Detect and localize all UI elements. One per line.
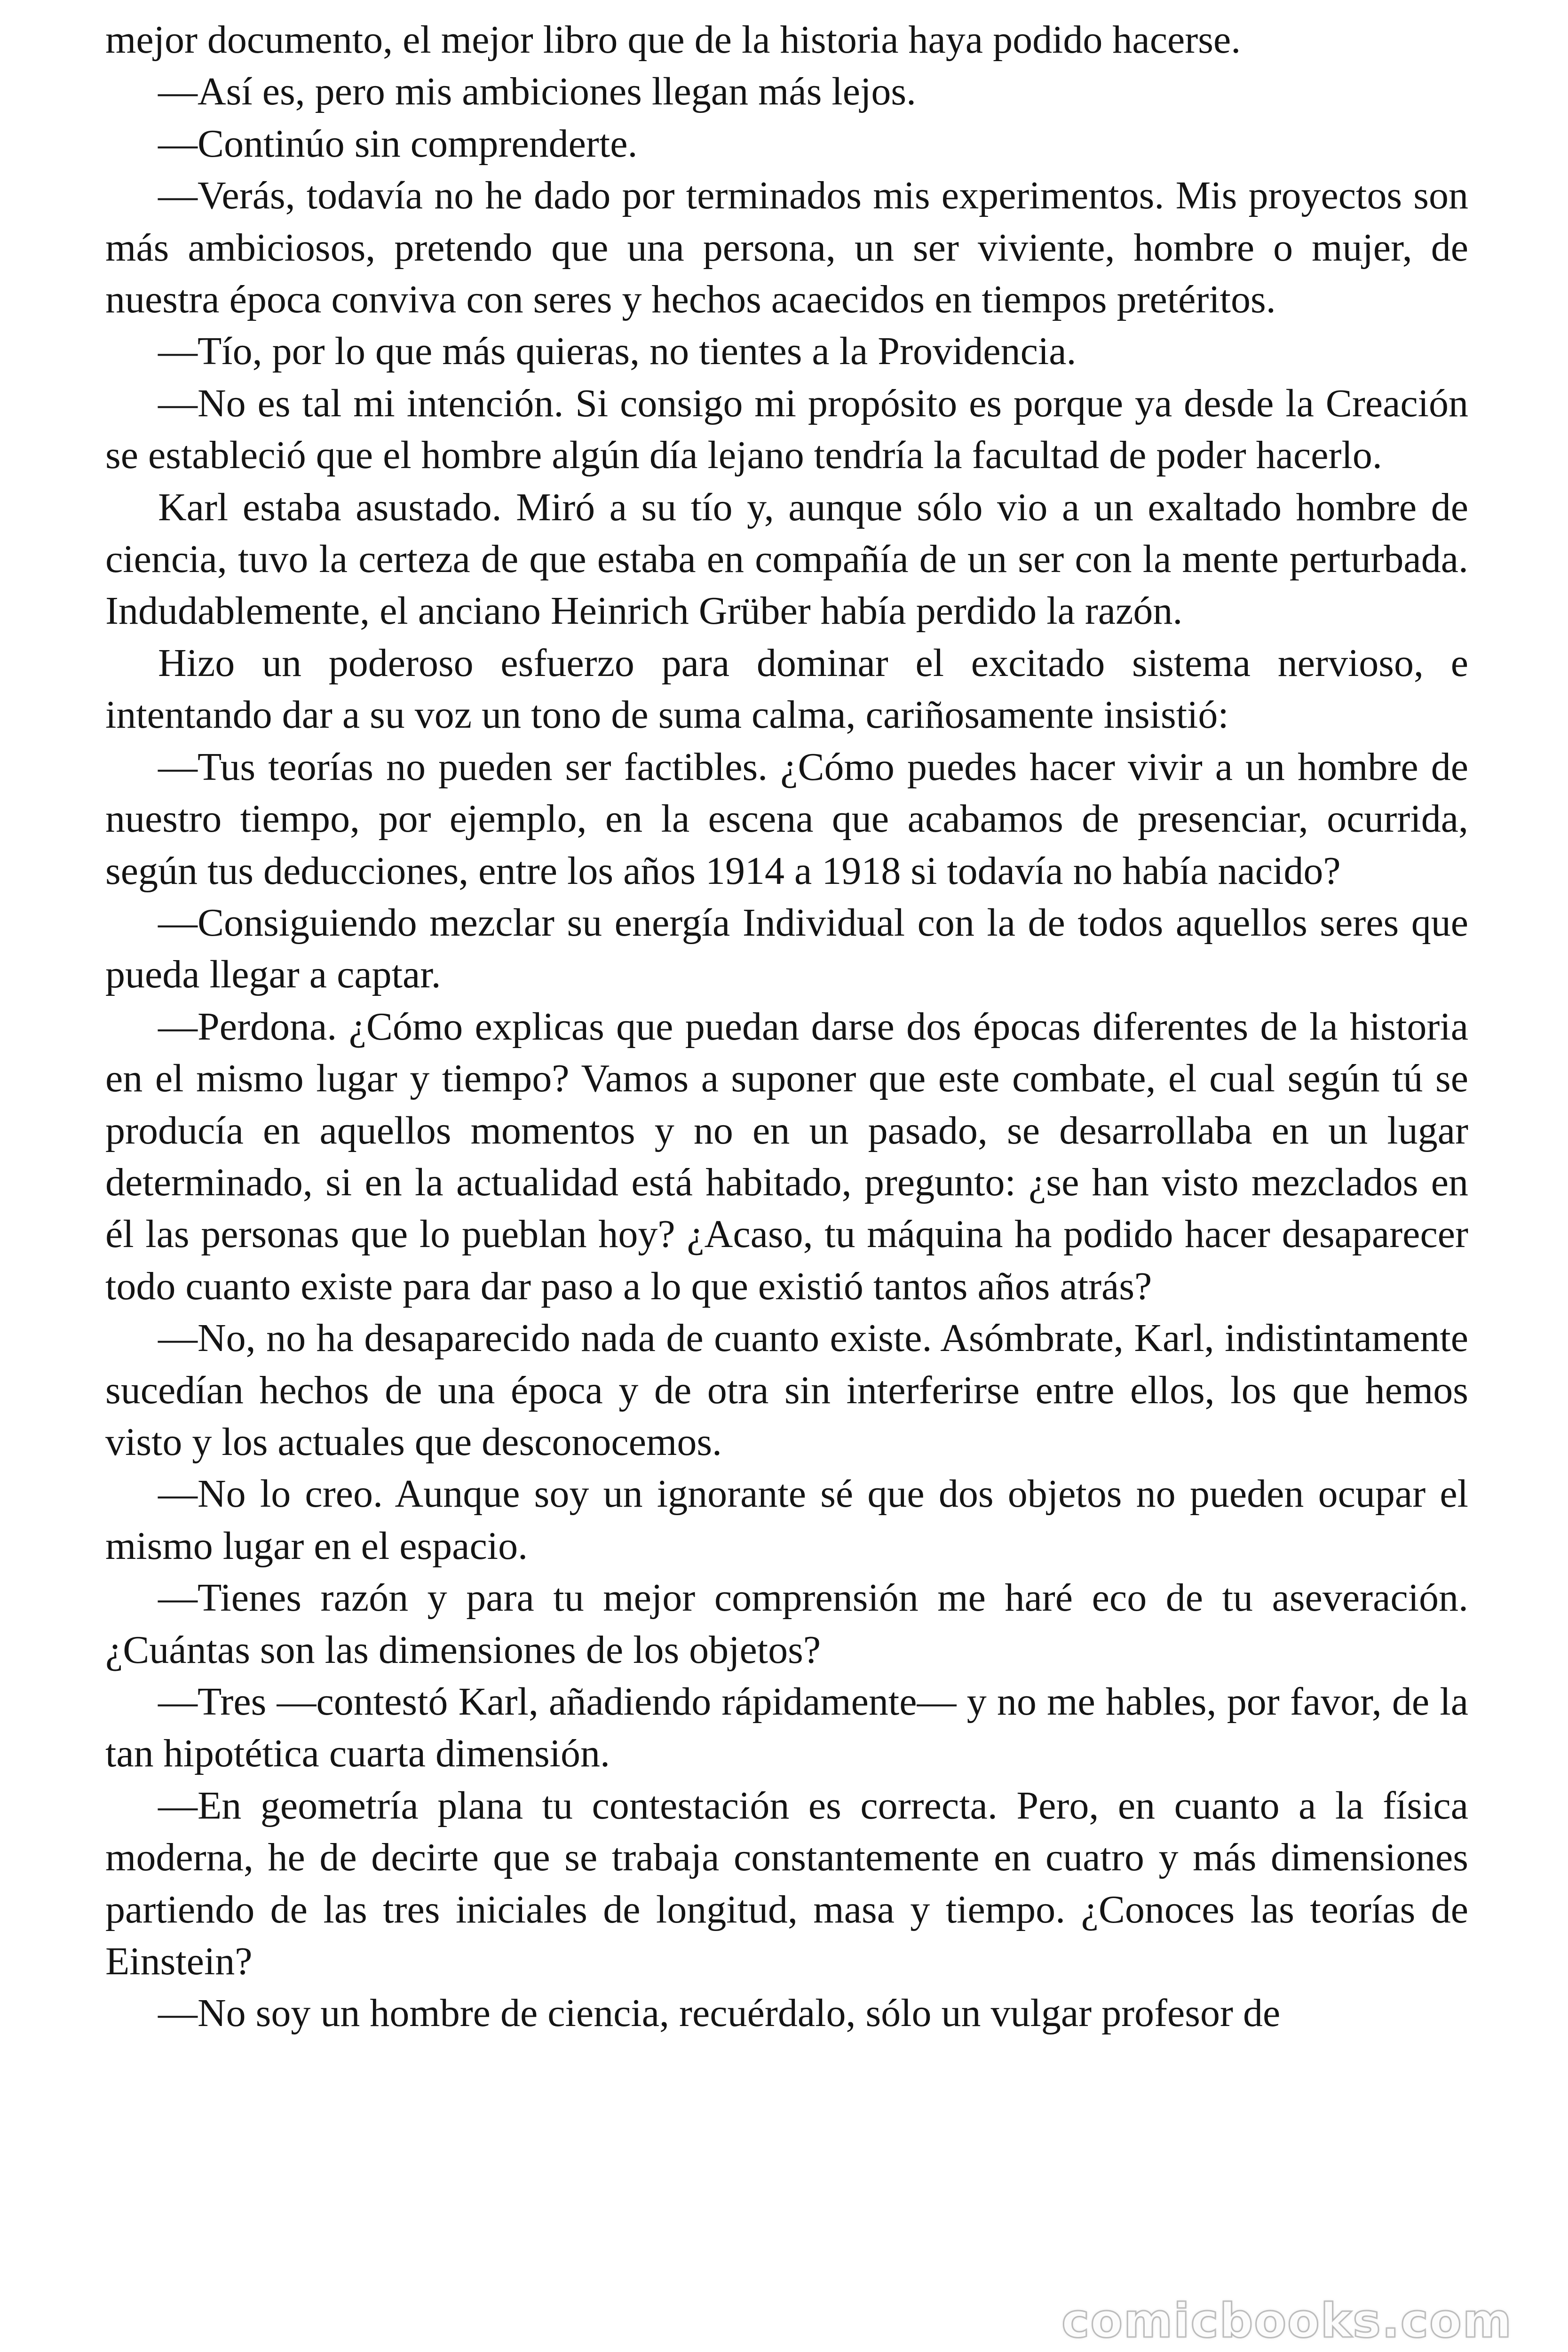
paragraph: Karl estaba asustado. Miró a su tío y, aunque sólo vio a un exaltado hombre de ciencia, tuvo la certeza de que estaba en compañía de un ser con la mente perturbada. Indudablemente, el anciano Heinrich Grüber había perdido la razón.: [105, 485, 1468, 633]
paragraph: —No es tal mi intención. Si consigo mi propósito es porque ya desde la Creación se estableció que el hombre algún día lejano tendría la facultad de poder hacerlo.: [105, 381, 1468, 477]
paragraph: —Perdona. ¿Cómo explicas que puedan darse dos épocas diferentes de la historia en el mismo lugar y tiempo? Vamos a suponer que este combate, el cual según tú se producía en aquellos momentos y no en un pasado, se desarrollaba en un lugar determinado, si en la actualidad está habitado, pregunto: ¿se han visto mezclados en él las personas que lo pueblan hoy? ¿Acaso, tu máquina ha podido hacer desaparecer todo cuanto existe para dar paso a lo que existió tantos años atrás?: [105, 1004, 1468, 1308]
paragraph: —No lo creo. Aunque soy un ignorante sé que dos objetos no pueden ocupar el mismo lugar en el espacio.: [105, 1472, 1468, 1568]
paragraph: —Continúo sin comprenderte.: [158, 121, 638, 166]
body-text: [105, 14, 1468, 2040]
paragraph: —No soy un hombre de ciencia, recuérdalo, sólo un vulgar profesor de: [158, 1991, 1281, 2035]
paragraph: Hizo un poderoso esfuerzo para dominar el excitado sistema nervioso, e intentando dar a su voz un tono de suma calma, cariñosamente insistió:: [105, 641, 1468, 737]
paragraph: —En geometría plana tu contestación es correcta. Pero, en cuanto a la física moderna, he de decirte que se trabaja constantemente en cuatro y más dimensiones partiendo de las tres iniciales de longitud, masa y tiempo. ¿Conoces las teorías de Einstein?: [105, 1783, 1468, 1984]
paragraph: —Tres —contestó Karl, añadiendo rápidamente— y no me hables, por favor, de la tan hipotética cuarta dimensión.: [105, 1680, 1468, 1776]
paragraph: —No, no ha desaparecido nada de cuanto existe. Asómbrate, Karl, indistintamente sucedían hechos de una época y de otra sin interferirse entre ellos, los que hemos visto y los actuales que desconocemos.: [105, 1316, 1468, 1464]
paragraph: —Así es, pero mis ambiciones llegan más lejos.: [158, 70, 917, 114]
paragraph: —Tío, por lo que más quieras, no tientes a la Providencia.: [158, 329, 1077, 373]
paragraph: —Tienes razón y para tu mejor comprensión me haré eco de tu aseveración. ¿Cuántas son las dimensiones de los objetos?: [105, 1576, 1468, 1672]
paragraph: mejor documento, el mejor libro que de la historia haya podido hacerse.: [105, 18, 1241, 62]
paragraph: —Tus teorías no pueden ser factibles. ¿Cómo puedes hacer vivir a un hombre de nuestro tiempo, por ejemplo, en la escena que acabamos de presenciar, ocurrida, según tus deducciones, entre los años 1914 a 1918 si todavía no había nacido?: [105, 745, 1468, 893]
paragraph: —Verás, todavía no he dado por terminados mis experimentos. Mis proyectos son más ambiciosos, pretendo que una persona, un ser viviente, hombre o mujer, de nuestra época conviva con seres y hechos acaecidos en tiempos pretéritos.: [105, 174, 1468, 322]
paragraph: —Consiguiendo mezclar su energía Individual con la de todos aquellos seres que pueda llegar a captar.: [105, 900, 1468, 997]
watermark: comicbooks.com: [1061, 2293, 1513, 2348]
